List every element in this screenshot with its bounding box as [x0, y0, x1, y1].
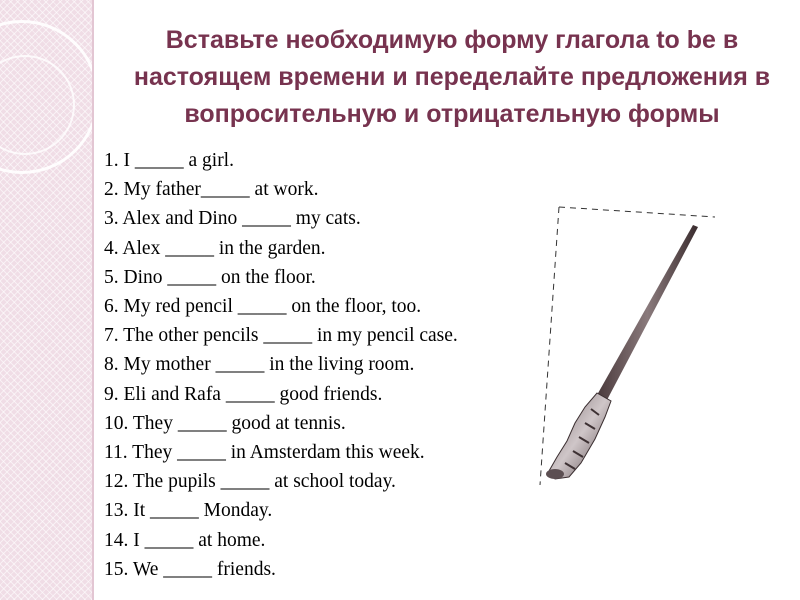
- sentence-6: 6. My red pencil _____ on the floor, too.: [104, 296, 422, 318]
- sentence-12: 12. The pupils _____ at school today.: [104, 471, 396, 493]
- sentence-15: 15. We _____ friends.: [104, 558, 276, 580]
- wand-shaft: [597, 225, 698, 400]
- sentence-3: 3. Alex and Dino _____ my cats.: [104, 208, 361, 230]
- slide-title: Вставьте необходимую форму глагола to be в настоящем времени и переделайте предложения в вопросительную и отрицательную формы: [133, 26, 771, 128]
- magic-wand-icon: [535, 195, 720, 495]
- sentence-9: 9. Eli and Rafa _____ good friends.: [104, 383, 383, 405]
- sentence-1: 1. I _____ a girl.: [104, 150, 234, 171]
- sentence-10: 10. They _____ good at tennis.: [104, 412, 346, 434]
- dashed-frame-top: [559, 207, 715, 217]
- wand-handle: [549, 393, 611, 479]
- sentence-13: 13. It _____ Monday.: [104, 500, 273, 522]
- sentence-2: 2. My father_____ at work.: [104, 179, 319, 201]
- strip-edge-line: [92, 0, 94, 600]
- wand-pommel: [546, 469, 564, 479]
- decorative-side-strip: [0, 0, 92, 600]
- sentence-7: 7. The other pencils _____ in my pencil case.: [104, 325, 458, 347]
- sentence-8: 8. My mother _____ in the living room.: [104, 354, 415, 376]
- sentence-14: 14. I _____ at home.: [104, 529, 266, 551]
- sentence-4: 4. Alex _____ in the garden.: [104, 237, 326, 259]
- sentence-5: 5. Dino _____ on the floor.: [104, 266, 316, 288]
- sentence-11: 11. They _____ in Amsterdam this week.: [104, 442, 425, 464]
- exercise-list: [104, 146, 458, 584]
- dashed-frame-left: [540, 207, 559, 485]
